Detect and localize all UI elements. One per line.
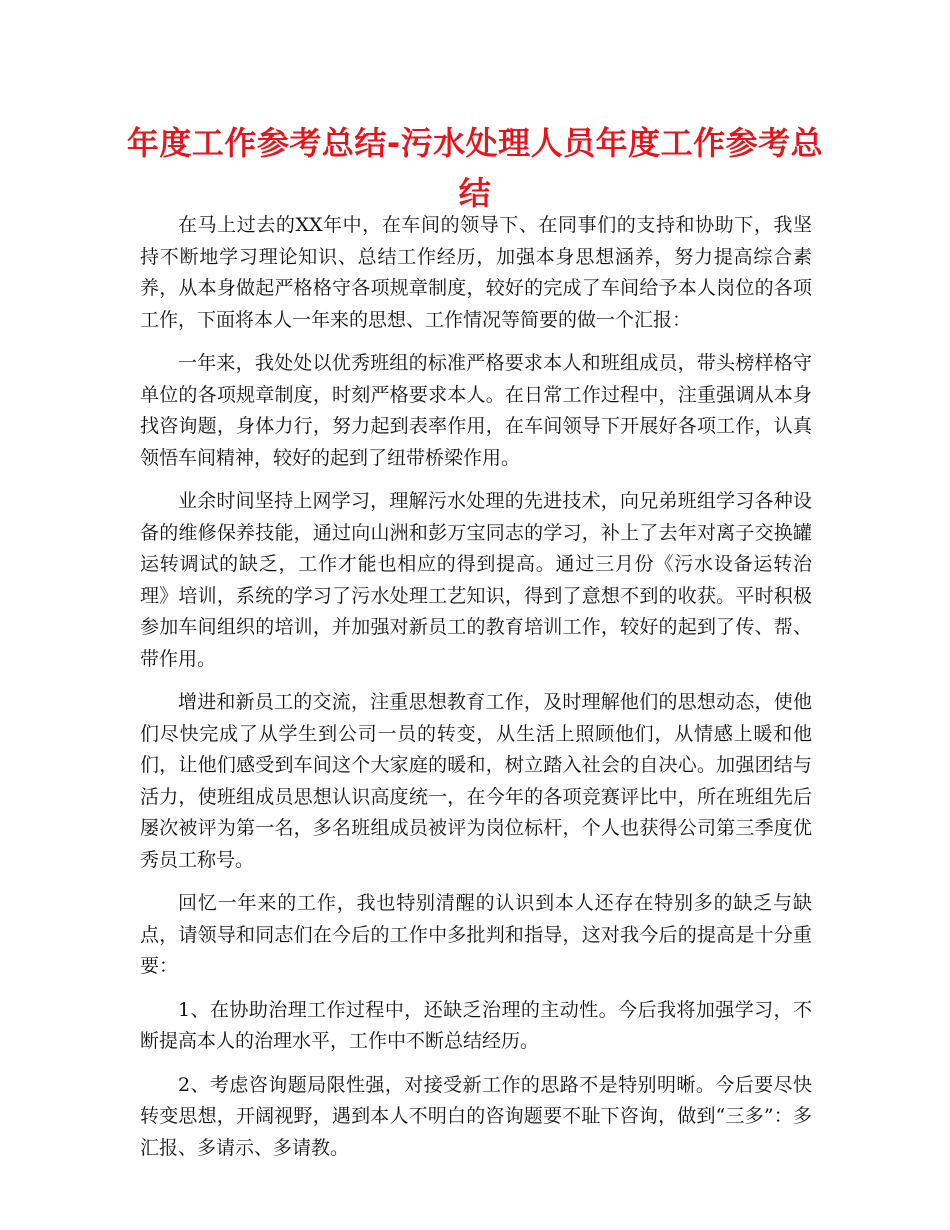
paragraph-intro: 在马上过去的XX年中，在车间的领导下、在同事们的支持和协助下，我坚持不断地学习理论知识、总结工作经历，加强本身思想涵养，努力提高综合素养，从本身做起严格格守各项规章制度，较好的完成了车间给予本人岗位的各项工作，下面将本人一年来的思想、工作情况等简要的做一个汇报： bbox=[140, 214, 812, 331]
paragraph-review: 回忆一年来的工作，我也特别清醒的认识到本人还存在特别多的缺乏与缺点，请领导和同志们在今后的工作中多批判和指导，这对我今后的提高是十分重要： bbox=[140, 892, 812, 977]
paragraph-item-1: 1、在协助治理工作过程中，还缺乏治理的主动性。今后我将加强学习，不断提高本人的治理水平，工作中不断总结经历。 bbox=[140, 998, 812, 1052]
document-title: 年度工作参考总结-污水处理人员年度工作参考总结 bbox=[126, 124, 824, 212]
paragraph-new-staff: 增进和新员工的交流，注重思想教育工作，及时理解他们的思想动态，使他们尽快完成了从学生到公司一员的转变，从生活上照顾他们，从情感上暖和他们，让他们感受到车间这个大家庭的暖和，树立踏入社会的自决心。加强团结与活力，使班组成员思想认识高度统一，在今年的各项竞赛评比中，所在班组先后屡次被评为第一名，多名班组成员被评为岗位标杆，个人也获得公司第三季度优秀员工称号。 bbox=[140, 691, 812, 871]
paragraph-study: 业余时间坚持上网学习，理解污水处理的先进技术，向兄弟班组学习各种设备的维修保养技能，通过向山洲和彭万宝同志的学习，补上了去年对离子交换罐运转调试的缺乏，工作才能也相应的得到提高。通过三月份《污水设备运转治理》培训，系统的学习了污水处理工艺知识，得到了意想不到的收获。平时积极参加车间组织的培训，并加强对新员工的教育培训工作，较好的起到了传、帮、带作用。 bbox=[140, 490, 812, 670]
paragraph-item-2: 2、考虑咨询题局限性强，对接受新工作的思路不是特别明晰。今后要尽快转变思想，开阔视野，遇到本人不明白的咨询题要不耻下咨询，做到“三多”：多汇报、多请示、多请教。 bbox=[140, 1073, 812, 1159]
paragraph-team-standards: 一年来，我处处以优秀班组的标准严格要求本人和班组成员，带头榜样格守单位的各项规章制度，时刻严格要求本人。在日常工作过程中，注重强调从本身找咨询题，身体力行，努力起到表率作用，在车间领导下开展好各项工作，认真领悟车间精神，较好的起到了纽带桥梁作用。 bbox=[140, 352, 812, 469]
document-body bbox=[140, 210, 812, 1176]
